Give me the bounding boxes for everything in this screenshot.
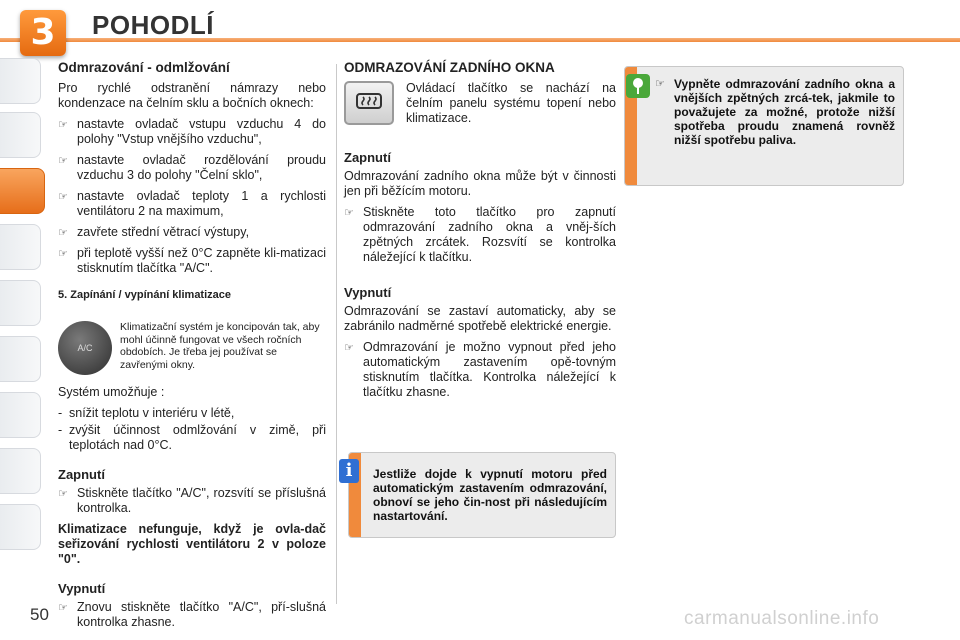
chapter-tab-2[interactable] <box>0 112 41 158</box>
system-allows: Systém umožňuje : <box>58 385 165 399</box>
chapter-tab-8[interactable] <box>0 448 41 494</box>
page-title: POHODLÍ <box>92 10 214 40</box>
ac-button-icon <box>58 321 112 375</box>
defrost-step: ☞ nastavte ovladač teploty 1 a rychlosti ventilátoru 2 na maximum, <box>58 189 326 219</box>
defrost-step: ☞ při teplotě vyšší než 0°C zapněte kli-matizaci stisknutím tlačítka "A/C". <box>58 246 326 276</box>
chapter-tab-4[interactable] <box>0 224 41 270</box>
defrost-step: ☞ nastavte ovladač vstupu vzduchu 4 do polohy "Vstup vnějšího vzduchu", <box>58 117 326 147</box>
defrost-step: ☞ zavřete střední větrací výstupy, <box>58 225 326 240</box>
ac-button-label: A/C <box>77 342 93 353</box>
rear-on-step: ☞ Stiskněte toto tlačítko pro zapnutí odmrazování zadního okna a vněj-ších zpětných zrcátek. Rozsvítí se kontrolka náležející k tlačítku. <box>344 205 616 265</box>
eco-tip-box <box>624 66 904 186</box>
right-column <box>344 60 616 406</box>
rear-on-title: Zapnutí <box>344 150 391 165</box>
ac-on-title: Zapnutí <box>58 467 105 482</box>
rear-off-text: Odmrazování se zastaví automaticky, aby se zabránilo nadměrné spotřebě elektrické energie. <box>344 304 616 333</box>
chapter-tab-7[interactable] <box>0 392 41 438</box>
eco-leaf-icon <box>626 74 650 98</box>
rear-defrost-control <box>344 81 616 132</box>
column-divider <box>336 64 337 604</box>
rear-off-step: ☞ Odmrazování je možno vypnout před jeho automatickým zastavením opě-tovným stisknutím tlačítka. Kontrolka náležející k tlačítku zhasne. <box>344 340 616 400</box>
ac-off-title: Vypnutí <box>58 581 106 596</box>
ac-on-step: ☞ Stiskněte tlačítko "A/C", rozsvítí se příslušná kontrolka. <box>58 486 326 516</box>
eco-tip-text: ☞ Vypněte odmrazování zadního okna a vnějších zpětných zrcá-tek, jakmile to považujete za možné, protože nižší spotřeba proudu znamená rovněž nižší spotřebu paliva. <box>655 77 895 147</box>
chapter-number-badge: 3 <box>20 10 66 56</box>
ac-off-step: ☞ Znovu stiskněte tlačítko "A/C", pří-slušná kontrolka zhasne. <box>58 600 326 630</box>
page-number: 50 <box>30 605 49 624</box>
chapter-tab-3-active[interactable] <box>0 168 45 214</box>
rear-window-heater-icon <box>354 91 384 115</box>
allows-item: - snížit teplotu v interiéru v létě, <box>58 406 326 421</box>
defrost-intro: Pro rychlé odstranění námrazy nebo kondenzace na čelním sklu a bočních oknech: <box>58 81 326 110</box>
section-title-defrost: Odmrazování - odmlžování <box>58 60 230 75</box>
ac-description: Klimatizační systém je koncipován tak, aby mohl účinně fungovat ve všech ročních obdobích. Je třeba jej používat se zavřenými okny. <box>120 321 320 371</box>
info-icon: i <box>339 459 359 483</box>
info-note-box <box>348 452 616 538</box>
rear-defrost-button-icon <box>344 81 394 125</box>
section-title-rear-defrost: ODMRAZOVÁNÍ ZADNÍHO OKNA <box>344 60 555 75</box>
chapter-tabs <box>0 58 46 578</box>
rear-defrost-control-desc: Ovládací tlačítko se nachází na čelním panelu systému topení nebo klimatizace. <box>406 81 616 125</box>
chapter-tab-5[interactable] <box>0 280 41 326</box>
chapter-tab-9[interactable] <box>0 504 41 550</box>
info-note-text: Jestliže dojde k vypnutí motoru před automatickým zastavením odmrazování, obnoví se jeho čin-nost při následujícím nastartování. <box>373 467 607 523</box>
defrost-step: ☞ nastavte ovladač rozdělování proudu vzduchu 3 do polohy "Čelní sklo", <box>58 153 326 183</box>
chapter-tab-6[interactable] <box>0 336 41 382</box>
ac-block <box>58 321 326 375</box>
ac-warning: Klimatizace nefunguje, když je ovla-dač seřizování rychlosti ventilátoru 2 v poloze "0". <box>58 522 326 566</box>
left-column <box>58 60 326 636</box>
ac-heading: 5. Zapínání / vypínání klimatizace <box>58 289 232 301</box>
rear-off-title: Vypnutí <box>344 285 392 300</box>
watermark: carmanualsonline.info <box>684 608 880 629</box>
allows-item: - zvýšit účinnost odmlžování v zimě, při teplotách nad 0°C. <box>58 423 326 453</box>
chapter-tab-1[interactable] <box>0 58 41 104</box>
rear-on-text: Odmrazování zadního okna může být v činnosti jen při běžícím motoru. <box>344 169 616 198</box>
